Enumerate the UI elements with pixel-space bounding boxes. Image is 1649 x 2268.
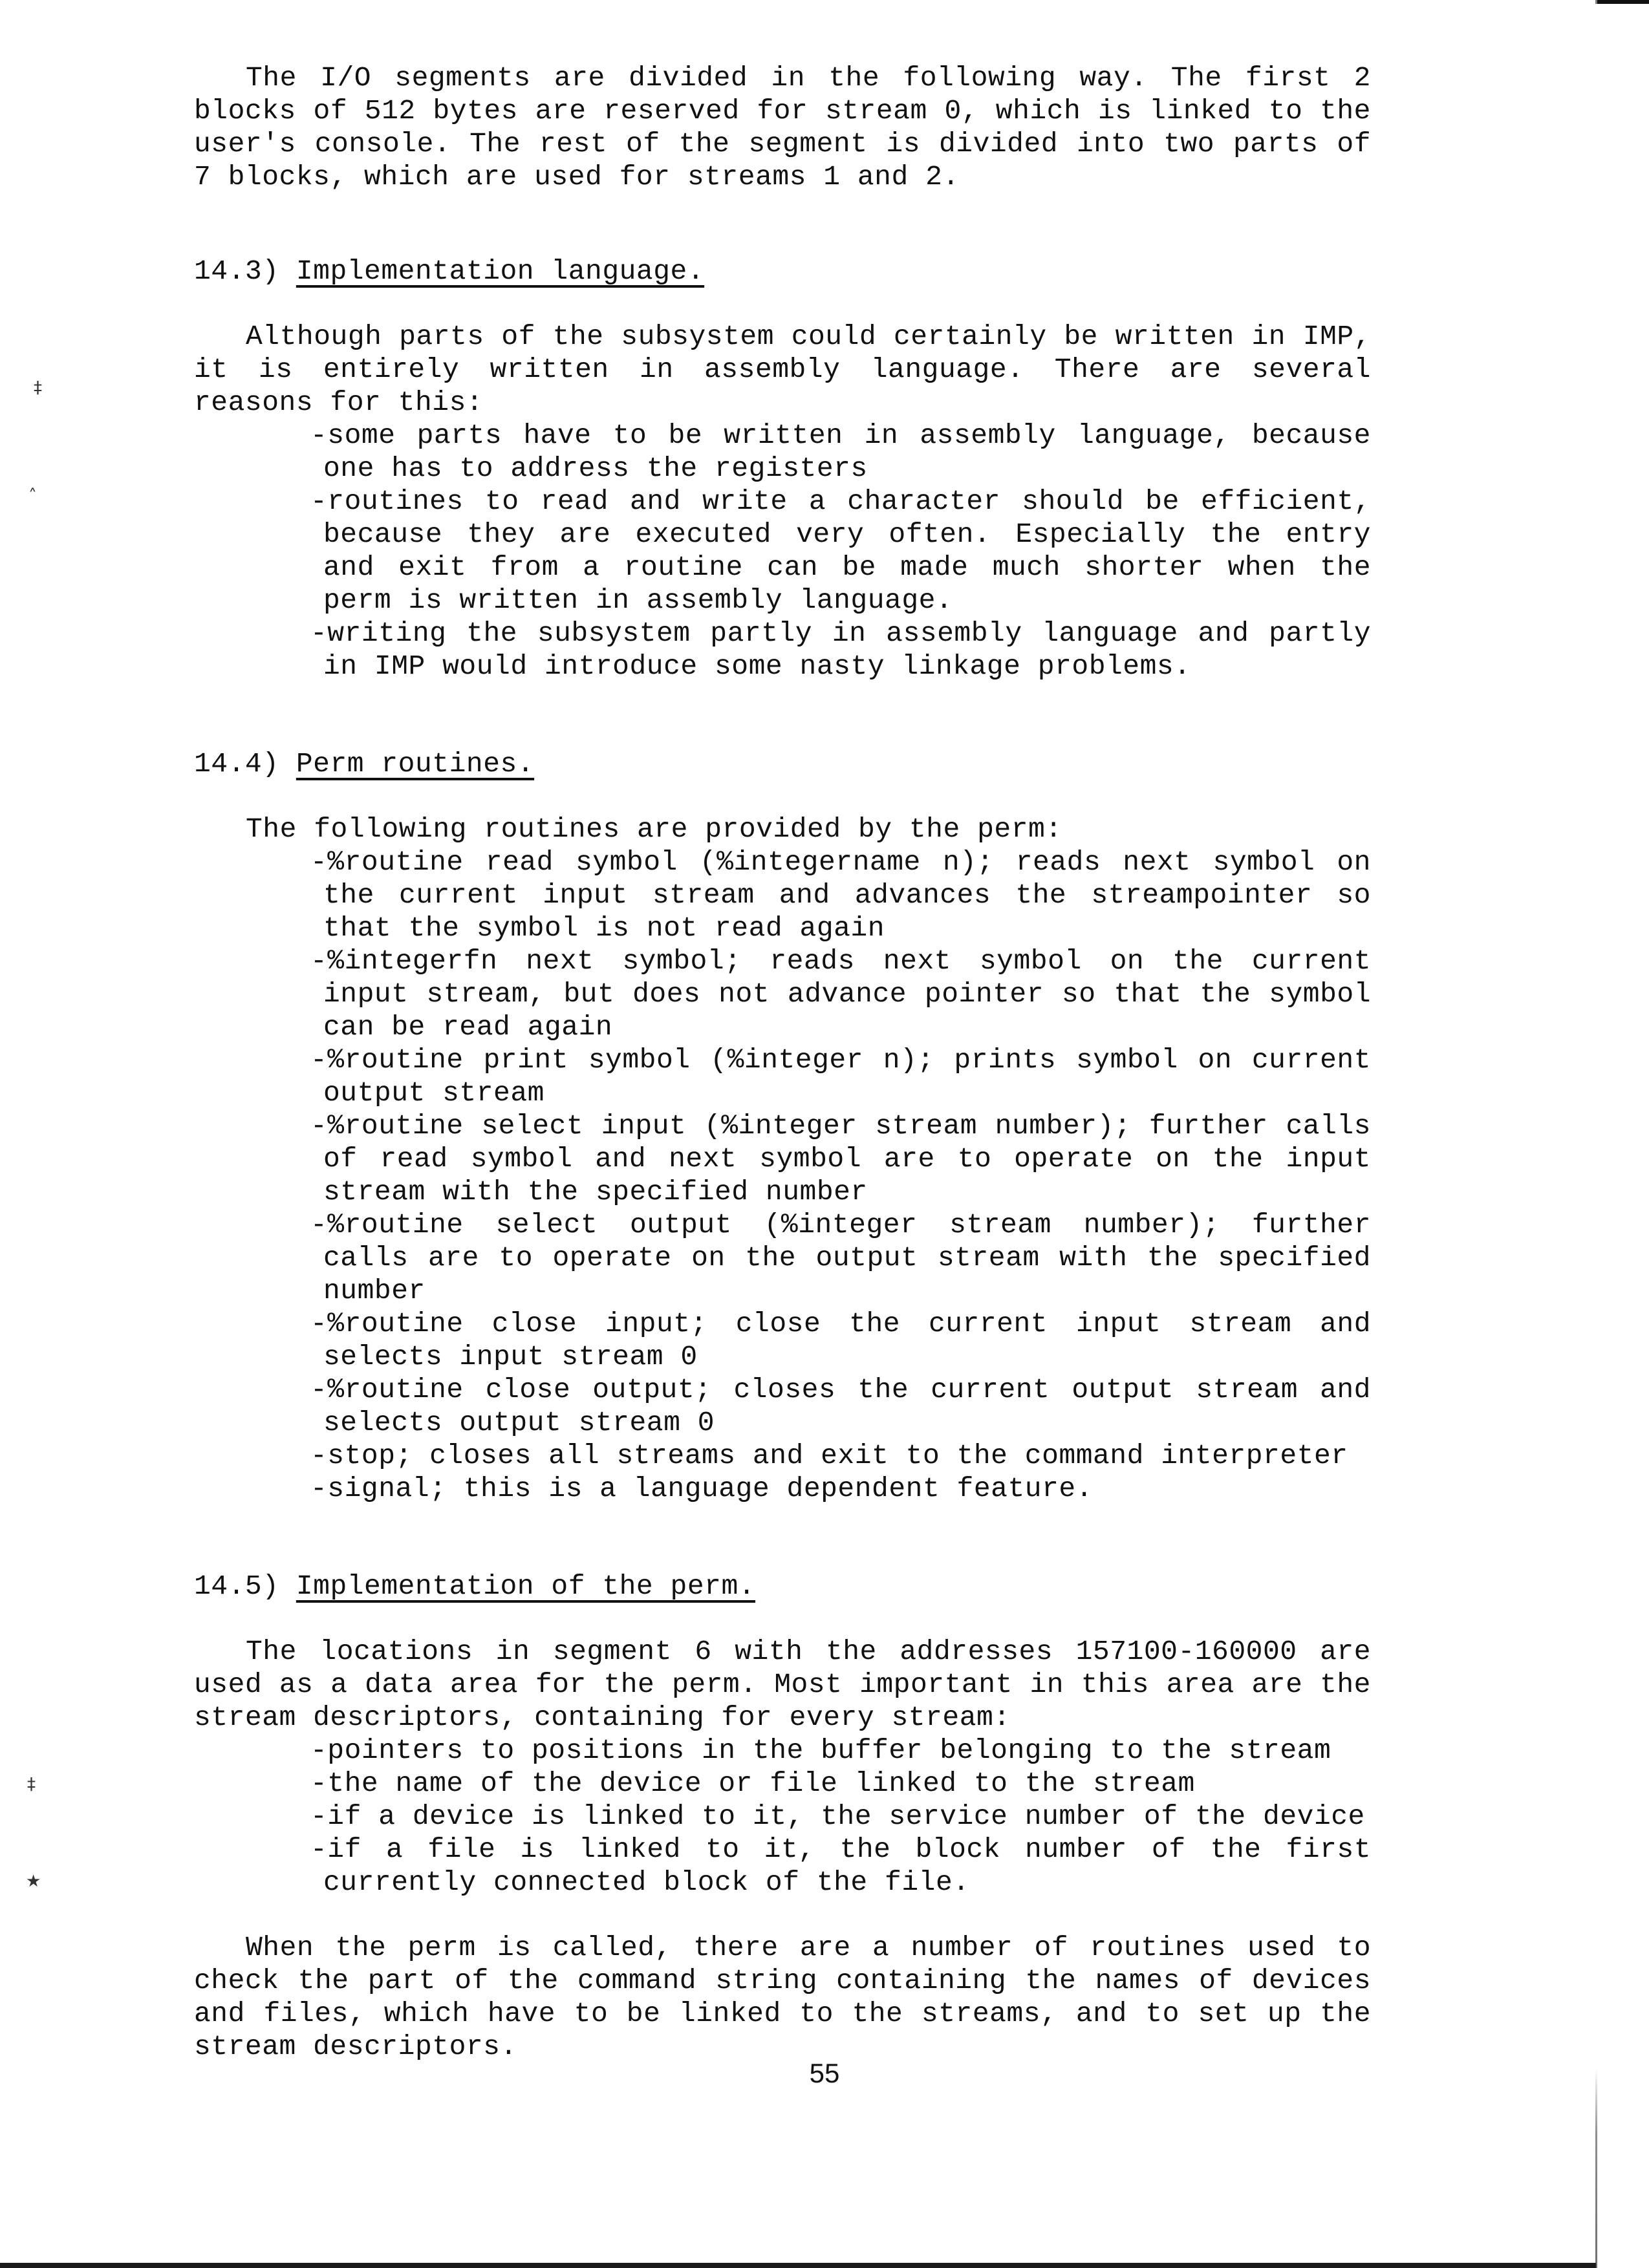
scan-edge-artifact [0,2263,1596,2268]
margin-mark: ‡ [34,378,42,398]
section-intro: The locations in segment 6 with the addresses 157100-160000 are used as a data area for the perm. Most important in this area are the stream descriptors, containing for every stream: [194,1636,1371,1733]
margin-mark: ‡ [27,1775,36,1794]
list-item: -%routine print symbol (%integer n); prints symbol on current output stream [310,1044,1371,1109]
reasons-list [194,419,1371,683]
list-item: -signal; this is a language dependent feature. [310,1473,1093,1504]
list-item: -%routine read symbol (%integername n); reads next symbol on the current input stream and advances the streampointer so that the symbol is not read again [310,846,1371,944]
margin-mark: ˄ [28,486,37,506]
page-number: 55 [809,2058,840,2088]
closing-paragraph: When the perm is called, there are a number of routines used to check the part of the command string containing the names of devices and files, which have to be linked to the streams, and to set up the stream descriptors. [194,1932,1371,2062]
list-item: -%integerfn next symbol; reads next symbol on the current input stream, but does not advance pointer so that the symbol can be read again [310,945,1371,1043]
section-heading [194,1570,1371,1603]
section-title: Perm routines. [296,748,535,780]
section-intro: The following routines are provided by the perm: [246,813,1062,845]
intro-paragraph: The I/O segments are divided in the following way. The first 2 blocks of 512 bytes are reserved for stream 0, which is linked to the user's console. The rest of the segment is divided into two parts of 7 blocks, which are used for streams 1 and 2. [194,62,1371,193]
section-title: Implementation of the perm. [296,1570,756,1602]
section-14-4 [194,747,1371,1505]
list-item: -%routine close output; closes the current output stream and selects output stream 0 [310,1374,1371,1439]
section-number: 14.3) [194,255,279,287]
list-item: -some parts have to be written in assembly language, because one has to address the registers [310,420,1371,484]
routines-list [194,846,1371,1505]
list-item: -if a device is linked to it, the service number of the device [310,1801,1365,1832]
section-intro: Although parts of the subsystem could certainly be written in IMP, it is entirely written in assembly language. There are several reasons for this: [194,321,1371,418]
list-item: -the name of the device or file linked to the stream [310,1768,1195,1799]
list-item: -pointers to positions in the buffer belonging to the stream [310,1735,1331,1766]
section-heading [194,255,1371,288]
section-14-3 [194,255,1371,683]
list-item: -%routine close input; close the current input stream and selects input stream 0 [310,1308,1371,1373]
list-item: -stop; closes all streams and exit to the command interpreter [310,1440,1348,1471]
section-14-5 [194,1570,1371,2063]
section-heading [194,747,1371,780]
list-item: -if a file is linked to it, the block number of the first currently connected block of the file. [310,1834,1371,1898]
list-item: -%routine select output (%integer stream number); further calls are to operate on the output stream with the specified number [310,1209,1371,1307]
section-number: 14.4) [194,748,279,780]
descriptor-list [194,1734,1371,1899]
document-body [194,61,1371,2063]
list-item: -%routine select input (%integer stream number); further calls of read symbol and next symbol are to operate on the input stream with the specified number [310,1110,1371,1208]
scan-edge-artifact [1597,0,1649,4]
list-item: -writing the subsystem partly in assembly language and partly in IMP would introduce some nasty linkage problems. [310,617,1371,682]
list-item: -routines to read and write a character should be efficient, because they are executed very often. Especially the entry and exit from a routine can be made much shorter when the perm is written in assembly language. [310,486,1371,616]
section-title: Implementation language. [296,255,705,287]
scan-edge-artifact [1595,0,1597,2268]
margin-mark: ★ [26,1872,41,1891]
section-number: 14.5) [194,1570,279,1602]
